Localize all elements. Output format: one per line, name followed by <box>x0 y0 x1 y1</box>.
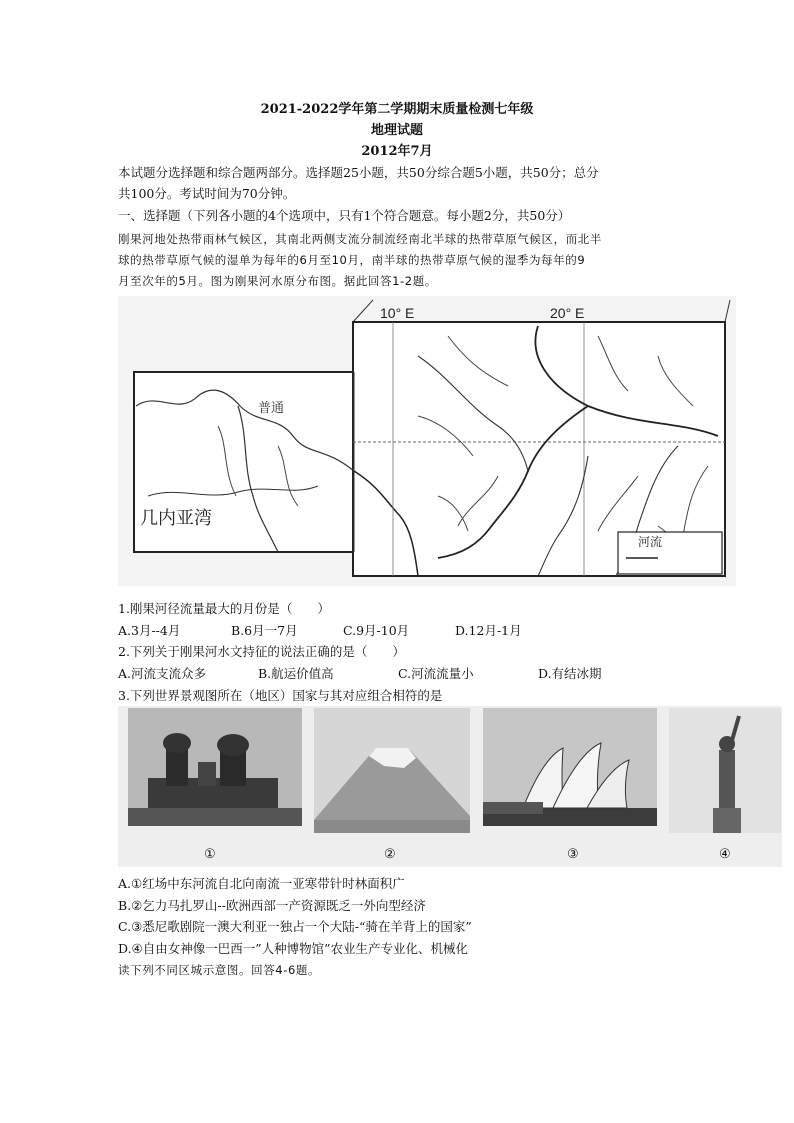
q2-option-c[interactable]: C.河流流量小 <box>398 666 474 681</box>
exam-subject: 地理试题 <box>370 123 423 138</box>
exam-date: 2012年7月 <box>361 144 433 159</box>
map-label-pu: 普通 <box>258 401 285 416</box>
photo-kilimanjaro <box>314 708 470 865</box>
map-legend-label: 河流 <box>638 535 663 549</box>
section-heading: 一、选择题（下列各小题的4个选项中，只有1个符合题意。每小题2分，共50分） <box>118 208 571 223</box>
next-instruction: 读下列不同区城示意图。回答4-6题。 <box>118 963 321 977</box>
q2-option-d[interactable]: D.有结冰期 <box>538 666 602 681</box>
intro-line-2: 共100分。考试时间为70分钟。 <box>118 186 296 201</box>
map-label-guinea: 几内亚湾 <box>140 508 212 529</box>
passage-line-2: 球的热带草原气候的湿单为每年的6月至10月，南半球的热带草原气候的湿季为每年的9 <box>118 253 586 267</box>
congo-river-map <box>118 296 736 586</box>
photo-3-label: ③ <box>567 847 579 862</box>
passage-line-3: 月至次年的5月。图为刚果河水原分布图。据此回答1-2题。 <box>118 274 437 288</box>
q1-stem: 1.刚果河径流量最大的月份是（ ） <box>118 601 330 616</box>
photo-statue-of-liberty <box>669 708 781 865</box>
photo-2-label: ② <box>384 847 396 862</box>
photo-sydney-opera-house <box>483 708 657 865</box>
photo-kremlin <box>128 708 302 865</box>
q3-stem: 3.下列世界景观图所在（地区）国家与其对应组合相符的是 <box>118 688 443 703</box>
q3-option-d[interactable]: D.④自由女神像一巴西一”人种博物馆”农业生产专业化、机械化 <box>118 941 469 956</box>
q1-option-d[interactable]: D.12月-1月 <box>455 623 522 638</box>
q2-stem: 2.下列关于刚果河水文持征的说法正确的是（ ） <box>118 644 405 659</box>
exam-title: 2021-2022学年第二学期期末质量检测七年级 <box>260 102 534 117</box>
photo-1-label: ① <box>204 847 216 862</box>
q2-option-a[interactable]: A.河流支流众多 <box>118 666 207 681</box>
q3-option-c[interactable]: C.③悉尼歌剧院一澳大利亚一独占一个大陆-“骑在羊背上的国家” <box>118 919 472 934</box>
q3-option-b[interactable]: B.②乞力马扎罗山--欧洲西部一产资源既乏一外向型经济 <box>118 898 426 913</box>
map-label-20e: 20° E <box>550 305 585 321</box>
q3-option-a[interactable]: A.①红场中东河流自北向南流一亚寒带针时林面积广 <box>118 876 405 891</box>
passage-line-1: 刚果河地处热带雨林气候区，其南北两侧支流分制流经南北半球的热带草原气候区，而北半 <box>118 232 602 246</box>
photo-4-label: ④ <box>719 847 731 862</box>
q1-option-a[interactable]: A.3月--4月 <box>118 623 181 638</box>
q1-option-b[interactable]: B.6月一7月 <box>231 623 298 638</box>
q1-option-c[interactable]: C.9月-10月 <box>343 623 410 638</box>
map-label-10e: 10° E <box>380 305 415 321</box>
q2-option-b[interactable]: B.航运价值高 <box>258 666 334 681</box>
intro-line-1: 本试题分选择题和综合题两部分。选择题25小题，共50分综合题5小题，共50分；总分 <box>118 165 599 180</box>
